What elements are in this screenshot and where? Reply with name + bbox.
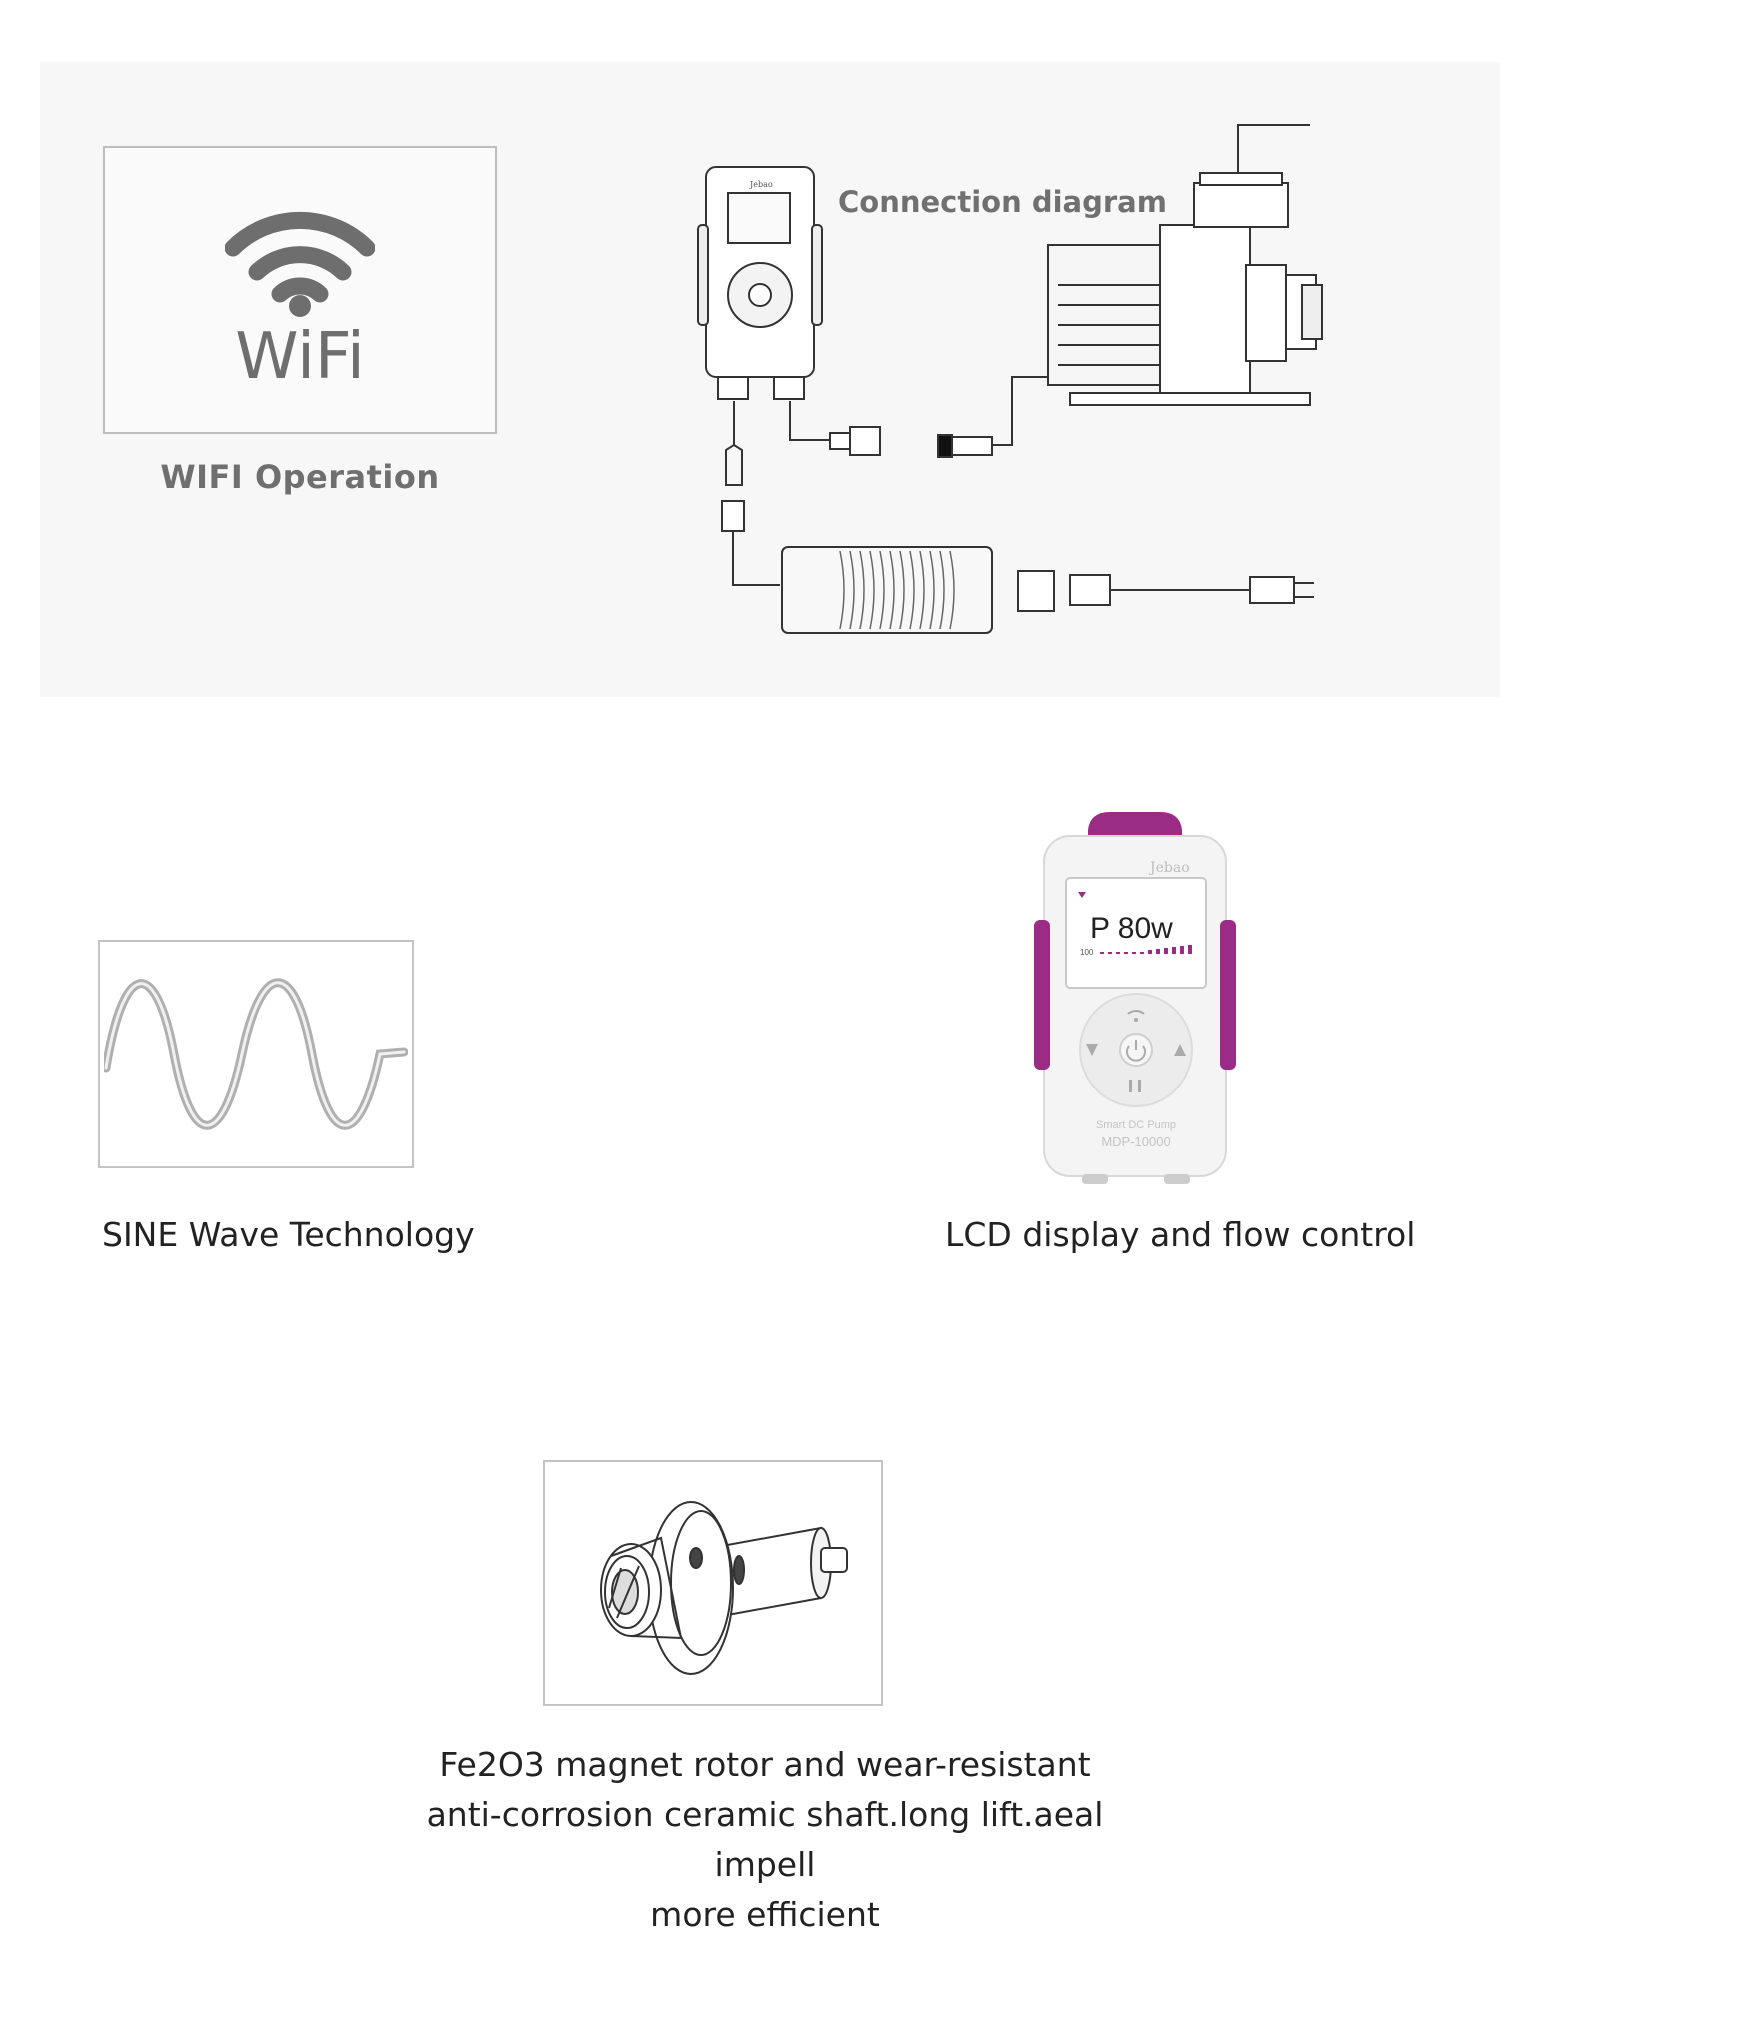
wifi-icon	[225, 188, 375, 318]
rotor-caption-line-2: anti-corrosion ceramic shaft.long lift.aeal impell	[426, 1795, 1104, 1884]
lcd-controller-device	[1030, 810, 1240, 1190]
controller-unit-icon	[698, 167, 830, 485]
sine-caption: SINE Wave Technology	[102, 1215, 475, 1254]
lcd-display-value: P 80w	[1090, 912, 1173, 945]
rotor-caption-line-1: Fe2O3 magnet rotor and wear-resistant	[439, 1745, 1091, 1784]
pause-icon	[1129, 1080, 1132, 1092]
rotor-caption	[380, 1740, 1150, 1940]
device-model: MDP-10000	[1101, 1134, 1171, 1149]
wifi-feature-box	[103, 146, 497, 434]
device-brand: Jebao	[1150, 860, 1190, 876]
pump-icon	[1048, 125, 1322, 405]
sine-wave-icon	[104, 948, 408, 1160]
wifi-caption: WIFI Operation	[160, 458, 440, 496]
rotor-impeller-icon	[551, 1468, 875, 1696]
lcd-caption: LCD display and flow control	[945, 1215, 1416, 1254]
device-product-line: Smart DC Pump	[1095, 1119, 1177, 1131]
rotor-box	[543, 1460, 883, 1706]
lcd-bar-label: 100	[1080, 948, 1094, 957]
sine-wave-box	[98, 940, 414, 1168]
controller-brand: Jebao	[750, 180, 773, 189]
power-adapter-icon	[722, 501, 1314, 633]
connection-diagram-title: Connection diagram	[838, 185, 1167, 219]
wifi-logo-text: WiFi	[235, 320, 365, 394]
rotor-caption-line-3: more efficient	[650, 1895, 880, 1934]
